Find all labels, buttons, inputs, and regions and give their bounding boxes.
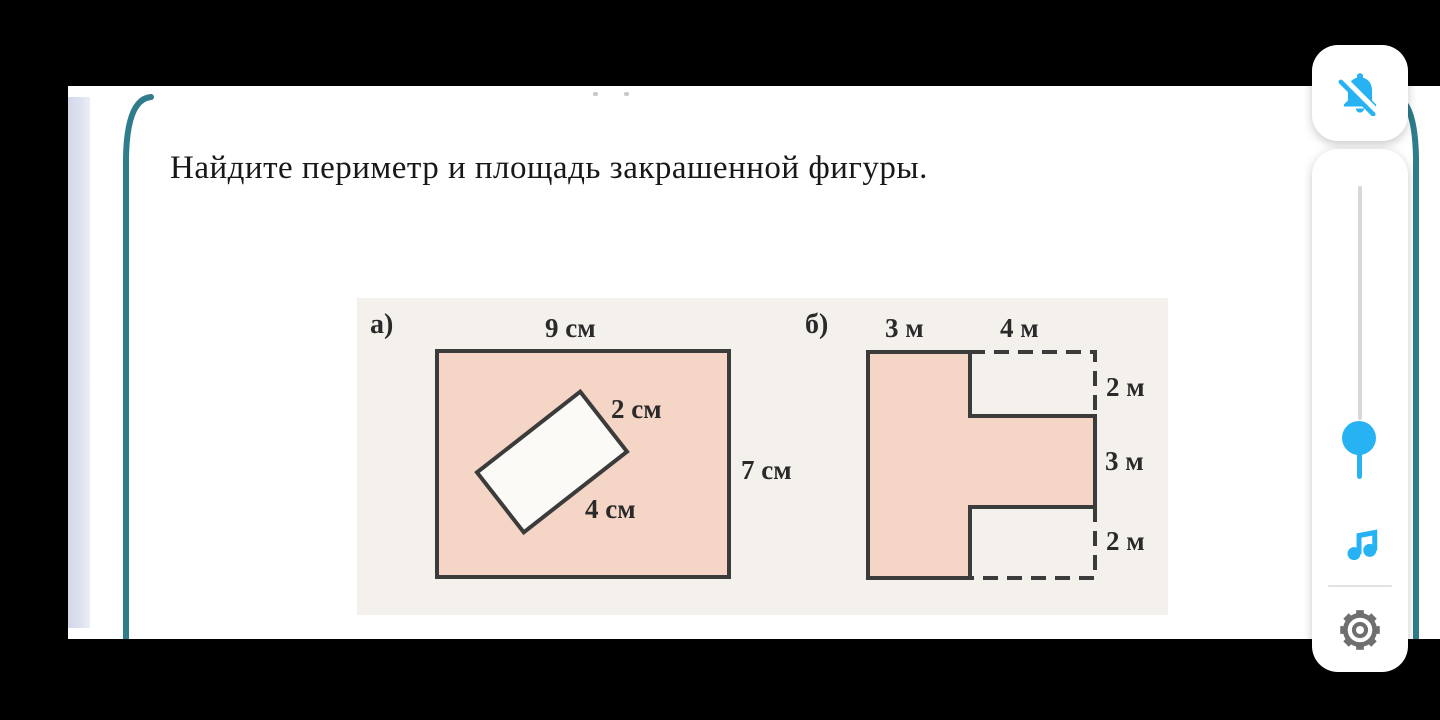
notification-mute-button[interactable]	[1312, 45, 1408, 141]
figure-a-inner-dim-4: 4 см	[585, 494, 636, 524]
figure-a-label: а)	[370, 309, 394, 340]
figure-b-top-dim-4: 4 м	[1000, 313, 1039, 343]
figure-a-inner-dim-2: 2 см	[611, 394, 662, 424]
volume-slider-track[interactable]	[1358, 186, 1362, 420]
volume-slider-stem	[1357, 452, 1362, 479]
figure-image	[357, 298, 1168, 615]
figure-b-top-dim-3: 3 м	[885, 313, 924, 343]
task-title: Найдите периметр и площадь закрашенной фигуры.	[170, 150, 928, 186]
notifications-off-icon	[1337, 70, 1383, 116]
left-scroll-strip	[68, 97, 90, 628]
figure-b-label: б)	[805, 309, 829, 340]
figure-b-right-dim-3: 3 м	[1105, 446, 1144, 476]
scan-speck	[593, 92, 598, 96]
settings-gear-icon	[1338, 608, 1382, 652]
music-button[interactable]	[1334, 515, 1386, 567]
figure-b-right-dim-2a: 2 м	[1106, 372, 1145, 402]
figure-b-shape	[868, 352, 1095, 578]
music-note-icon	[1337, 518, 1383, 564]
figure-a-side-dim: 7 см	[741, 455, 792, 485]
panel-divider	[1328, 585, 1392, 587]
media-tools-panel	[1312, 149, 1408, 672]
figure-b-right-dim-2b: 2 м	[1106, 526, 1145, 556]
scan-speck	[624, 92, 629, 96]
volume-slider-knob[interactable]	[1342, 421, 1376, 455]
settings-button[interactable]	[1336, 606, 1384, 654]
letterbox-left	[0, 0, 68, 720]
letterbox-top	[0, 0, 1440, 86]
letterbox-bottom	[0, 639, 1440, 720]
figure-a-top-dim: 9 см	[545, 313, 596, 343]
